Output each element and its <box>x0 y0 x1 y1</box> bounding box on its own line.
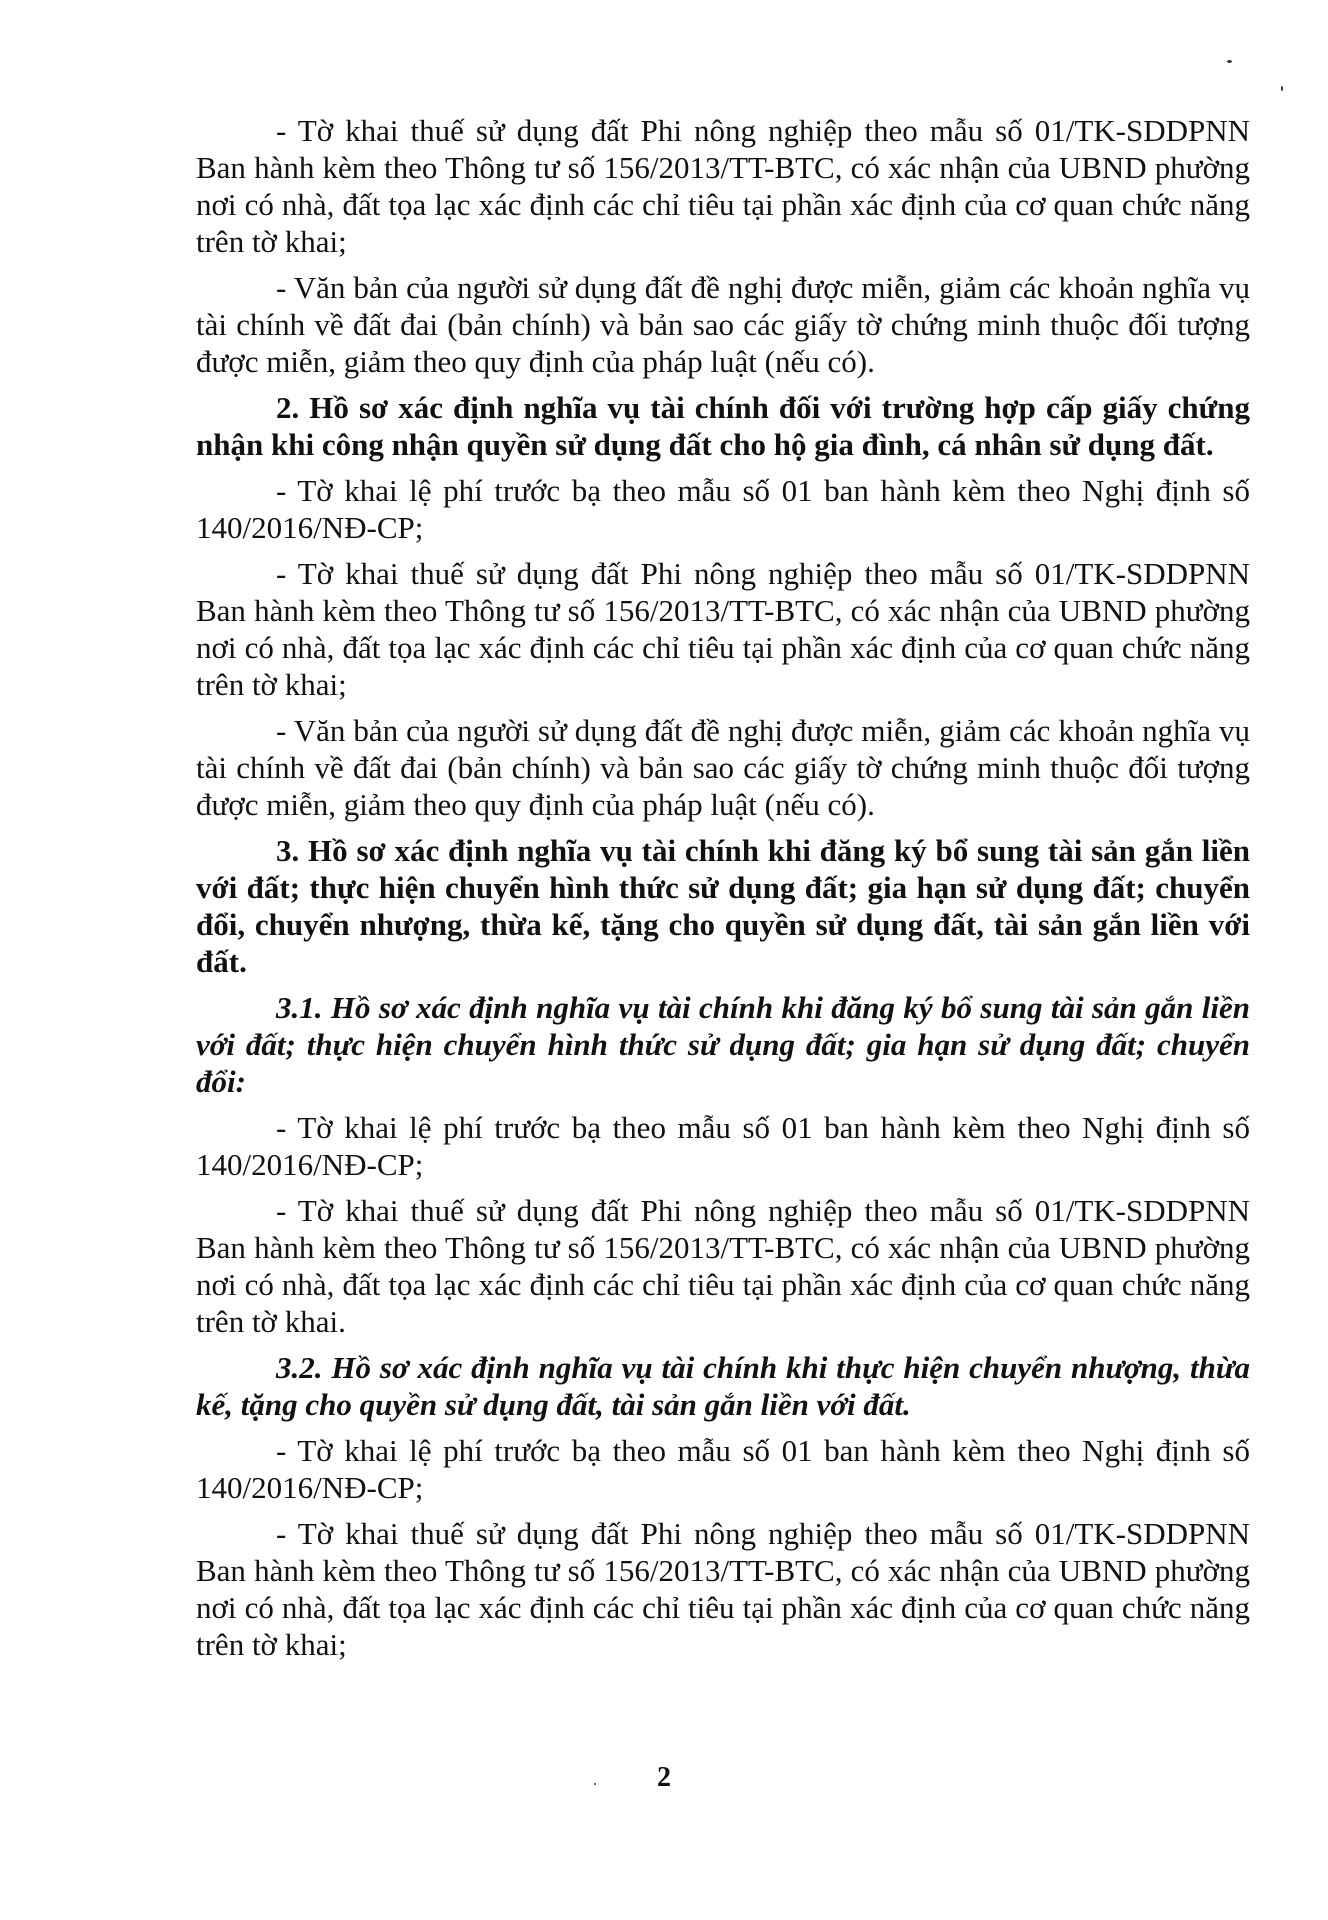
paragraph-exemption-request: - Văn bản của người sử dụng đất đề nghị được miễn, giảm các khoản nghĩa vụ tài chính về đất đai (bản chính) và bản sao các giấy tờ chứng minh thuộc đối tượng được miễn, giảm theo quy định của pháp luật (nếu có). <box>196 270 1250 379</box>
paragraph-form-sddpnn: - Tờ khai thuế sử dụng đất Phi nông nghiệp theo mẫu số 01/TK-SDDPNN Ban hành kèm theo Thông tư số 156/2013/TT-BTC, có xác nhận của UBND phường nơi có nhà, đất tọa lạc xác định các chỉ tiêu tại phần xác định của cơ quan chức năng trên tờ khai; <box>196 556 1250 702</box>
section-heading-2: 2. Hồ sơ xác định nghĩa vụ tài chính đối với trường hợp cấp giấy chứng nhận khi công nhận quyền sử dụng đất cho hộ gia đình, cá nhân sử dụng đất. <box>196 390 1250 462</box>
paragraph-registration-fee-form: - Tờ khai lệ phí trước bạ theo mẫu số 01 ban hành kèm theo Nghị định số 140/2016/NĐ-CP; <box>196 1110 1250 1182</box>
scan-speck <box>1281 86 1283 91</box>
section-heading-3: 3. Hồ sơ xác định nghĩa vụ tài chính khi đăng ký bổ sung tài sản gắn liền với đất; thực hiện chuyển hình thức sử dụng đất; gia hạn sử dụng đất; chuyển đổi, chuyển nhượng, thừa kế, tặng cho quyền sử dụng đất, tài sản gắn liền với đất. <box>196 833 1250 979</box>
paragraph-form-sddpnn: - Tờ khai thuế sử dụng đất Phi nông nghiệp theo mẫu số 01/TK-SDDPNN Ban hành kèm theo Thông tư số 156/2013/TT-BTC, có xác nhận của UBND phường nơi có nhà, đất tọa lạc xác định các chỉ tiêu tại phần xác định của cơ quan chức năng trên tờ khai. <box>196 1193 1250 1339</box>
paragraph-registration-fee-form: - Tờ khai lệ phí trước bạ theo mẫu số 01 ban hành kèm theo Nghị định số 140/2016/NĐ-CP; <box>196 1433 1250 1505</box>
page-number: 2 <box>657 1762 671 1793</box>
paragraph-exemption-request: - Văn bản của người sử dụng đất đề nghị được miễn, giảm các khoản nghĩa vụ tài chính về đất đai (bản chính) và bản sao các giấy tờ chứng minh thuộc đối tượng được miễn, giảm theo quy định của pháp luật (nếu có). <box>196 713 1250 822</box>
document-body <box>196 112 1250 1672</box>
subsection-heading-3-2: 3.2. Hồ sơ xác định nghĩa vụ tài chính khi thực hiện chuyển nhượng, thừa kế, tặng cho quyền sử dụng đất, tài sản gắn liền với đất. <box>196 1350 1250 1422</box>
scan-speck <box>1227 60 1232 63</box>
paragraph-registration-fee-form: - Tờ khai lệ phí trước bạ theo mẫu số 01 ban hành kèm theo Nghị định số 140/2016/NĐ-CP; <box>196 473 1250 545</box>
paragraph-form-sddpnn: - Tờ khai thuế sử dụng đất Phi nông nghiệp theo mẫu số 01/TK-SDDPNN Ban hành kèm theo Thông tư số 156/2013/TT-BTC, có xác nhận của UBND phường nơi có nhà, đất tọa lạc xác định các chỉ tiêu tại phần xác định của cơ quan chức năng trên tờ khai; <box>196 1516 1250 1662</box>
paragraph-form-sddpnn: - Tờ khai thuế sử dụng đất Phi nông nghiệp theo mẫu số 01/TK-SDDPNN Ban hành kèm theo Thông tư số 156/2013/TT-BTC, có xác nhận của UBND phường nơi có nhà, đất tọa lạc xác định các chỉ tiêu tại phần xác định của cơ quan chức năng trên tờ khai; <box>196 113 1250 259</box>
subsection-heading-3-1: 3.1. Hồ sơ xác định nghĩa vụ tài chính khi đăng ký bổ sung tài sản gắn liền với đất; thực hiện chuyển hình thức sử dụng đất; gia hạn sử dụng đất; chuyển đổi: <box>196 990 1250 1099</box>
